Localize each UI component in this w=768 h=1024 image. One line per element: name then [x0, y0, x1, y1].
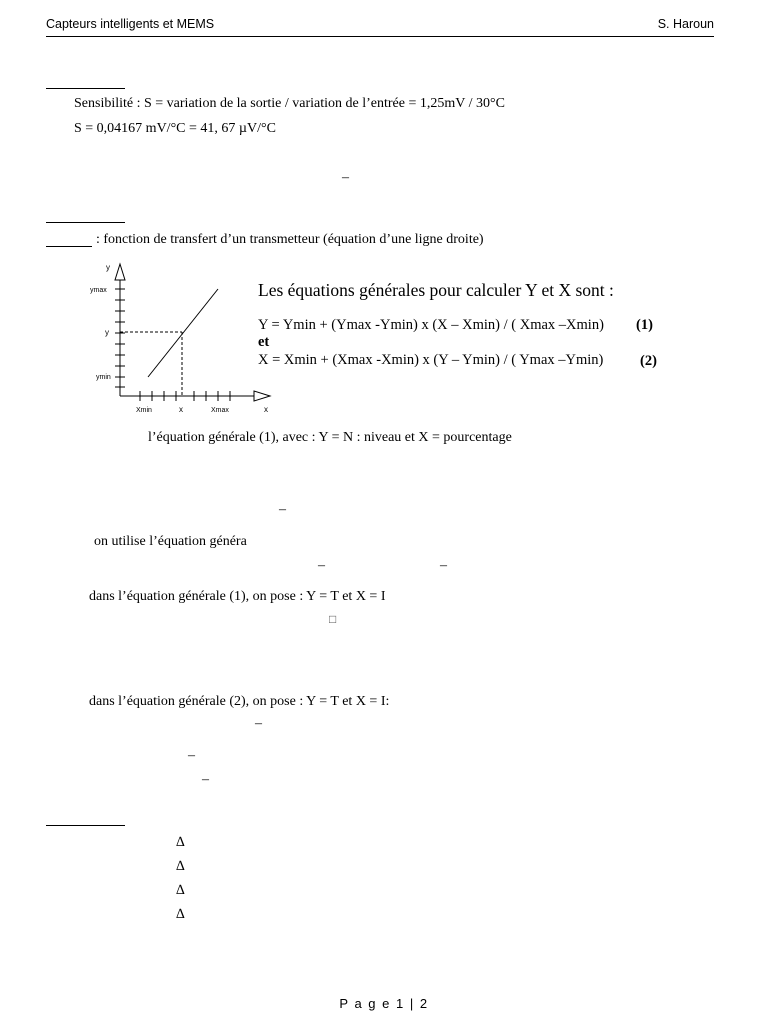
- placeholder-box: □: [329, 612, 337, 626]
- equations-title: Les équations générales pour calculer Y et X sont :: [258, 280, 614, 300]
- y-mid-label: y: [105, 328, 109, 337]
- dash-mark: –: [255, 716, 262, 731]
- section-divider-3: [46, 825, 125, 826]
- dash-mark: –: [202, 772, 209, 787]
- equation-1-number: (1): [636, 317, 653, 333]
- y-axis-label: y: [106, 263, 110, 272]
- pose-equation-1: dans l’équation générale (1), on pose : Y = T et X = I: [89, 589, 386, 604]
- section-divider-2: [46, 222, 125, 223]
- dash-mark: –: [188, 748, 195, 763]
- dash-mark: –: [440, 558, 447, 573]
- page-number: P a g e 1 | 2: [339, 996, 429, 1011]
- equation-1: Y = Ymin + (Ymax -Ymin) x (X – Xmin) / ( Xmax –Xmin): [258, 317, 604, 333]
- section-divider-1: [46, 88, 125, 89]
- sensitivity-value: S = 0,04167 mV/°C = 41, 67 µV/°C: [74, 121, 276, 136]
- x-axis-arrow: [254, 391, 270, 401]
- transfer-function-graph: [84, 256, 284, 420]
- general-equation-note: l’équation générale (1), avec : Y = N : niveau et X = pourcentage: [148, 430, 512, 445]
- equation-2: X = Xmin + (Xmax -Xmin) x (Y – Ymin) / ( Ymax –Ymin): [258, 352, 604, 368]
- delta-symbol: ∆: [176, 907, 185, 922]
- y-axis-arrow: [115, 264, 125, 280]
- xmin-label: Xmin: [136, 407, 152, 414]
- transfer-line: [148, 289, 218, 377]
- blank-underline: [46, 246, 92, 247]
- delta-symbol: ∆: [176, 835, 185, 850]
- x-axis-label: x: [264, 405, 268, 414]
- equation-connector: et: [258, 334, 270, 350]
- dash-mark: –: [279, 502, 286, 517]
- header-author: S. Haroun: [657, 17, 714, 31]
- delta-symbol: ∆: [176, 883, 185, 898]
- header-rule: [46, 36, 714, 37]
- transfer-function-intro: : fonction de transfert d’un transmetteur (équation d’une ligne droite): [96, 232, 484, 247]
- dash-mark: –: [342, 170, 349, 185]
- pose-equation-2: dans l’équation générale (2), on pose : Y = T et X = I:: [89, 694, 390, 709]
- usage-note: on utilise l’équation généra: [94, 534, 247, 549]
- header-title: Capteurs intelligents et MEMS: [46, 17, 215, 31]
- dash-mark: –: [318, 558, 325, 573]
- sensitivity-line: Sensibilité : S = variation de la sortie / variation de l’entrée = 1,25mV / 30°C: [74, 96, 505, 111]
- xmax-label: Xmax: [211, 407, 229, 414]
- ymin-label: ymin: [96, 374, 111, 381]
- delta-symbol: ∆: [176, 859, 185, 874]
- equation-2-number: (2): [640, 353, 657, 369]
- x-mid-label: x: [179, 405, 183, 414]
- ymax-label: ymax: [90, 287, 107, 294]
